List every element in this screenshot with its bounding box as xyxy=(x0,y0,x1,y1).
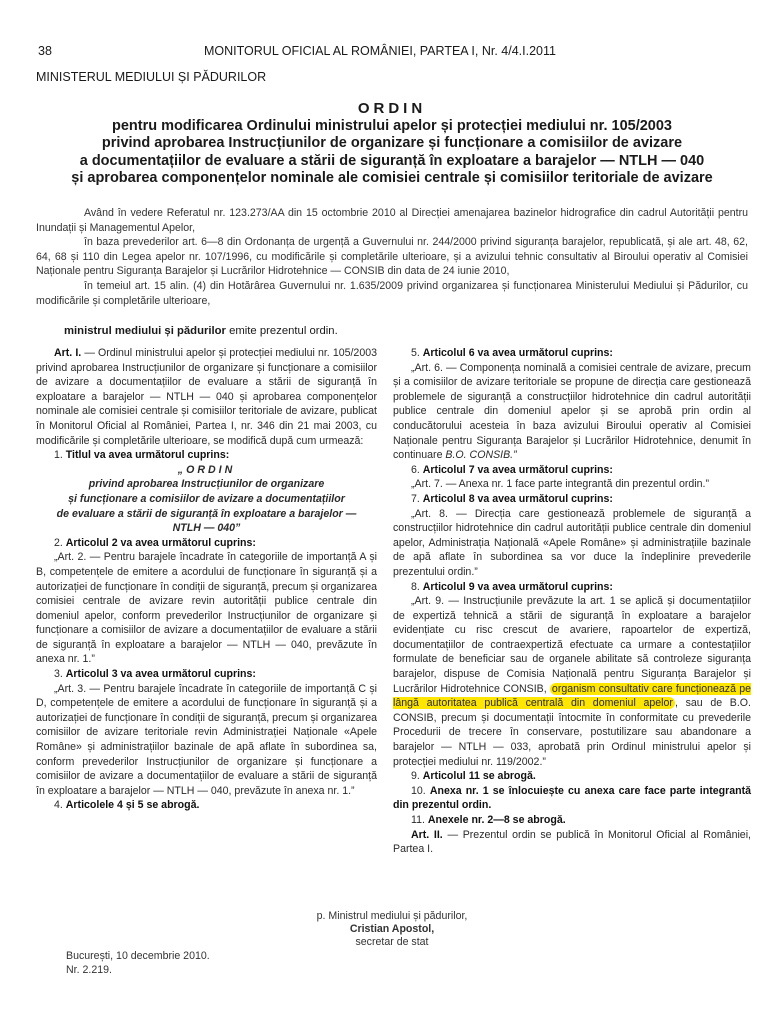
point-8-text: „Art. 9. — Instrucțiunile prevăzute la art. 1 se aplică și documentațiilor de expertiză tehnică a stării de siguranță în exploatare a barajelor evidențiate cu risc crescut de avariere, rapoartelor de expertiză, documentațiilor de contraexpertiză efectuate ca urmare a contestațiilor formulate de beneficiar sau de organele abilitate să controleze siguranța barajelor, dispuse de Comisia Națională pentru Siguranța Barajelor și Lucrărilor Hidrotehnice CONSIB, organism consultativ care funcționează pe lângă autoritatea publică centrală din domeniul apelor , sau de B.O. CONSIB, precum și documentații întocmite în conformitate cu prevederile Procedurii de trecere în conservare, postutilizare sau abandonare a barajelor — NTLH — 033, aprobată prin Ordinul ministrului apelor și protecției mediului nr. 119/2002.” xyxy=(393,595,751,768)
order-title-word: ORDIN xyxy=(357,100,427,117)
new-title-word: „ORDIN xyxy=(177,463,236,476)
point-3-heading: 3. Articolul 3 va avea următorul cuprins: xyxy=(54,668,256,681)
new-title-line: și funcționare a comisiilor de avizare a documentațiilor xyxy=(68,492,345,505)
page-header xyxy=(36,44,748,60)
point-2-text: „Art. 2. — Pentru barajele încadrate în categoriile de importanță A și B, competențele de emitere a acordului de funcționare în siguranță și a autorizației de funcționare în condiții de siguranță, precum și organizarea comisiei centrale de avizare revin autorității publice centrale din domeniul apelor, conform prevederilor Instrucțiunilor de organizare și funcționare a comisiilor de avizare a documentațiilor de evaluare a stării de siguranță în exploatare a barajelor — NTLH — 040, prevăzute în anexa nr. 1.” xyxy=(36,551,377,666)
preamble-paragraph: în baza prevederilor art. 6—8 din Ordonanța de urgență a Guvernului nr. 244/2000 privind siguranța barajelor, republicată, și ale art. 48, 62, 64, 68 și 110 din Legea apelor nr. 107/1996, cu modificările și completările ulterioare, și a avizului tehnic consultativ al Biroului operativ al Comisiei Naționale pentru Siguranța Barajelor și Lucrărilor Hidrotehnice — CONSIB din data de 24 iunie 2010, xyxy=(36,236,748,278)
point-7-heading: 7. Articolul 8 va avea următorul cuprins: xyxy=(411,492,613,505)
new-title-line: privind aprobarea Instrucțiunilor de organizare xyxy=(88,478,325,491)
new-title-line: NTLH — 040” xyxy=(172,522,241,535)
point-10-heading: 10. Anexa nr. 1 se înlocuiește cu anexa care face parte integrantă din prezentul ordin. xyxy=(393,784,752,812)
signatory-name: Cristian Apostol, xyxy=(349,923,435,935)
point-6-text: „Art. 7. — Anexa nr. 1 face parte integrantă din prezentul ordin.” xyxy=(411,478,709,491)
right-column xyxy=(393,346,751,857)
signature-for: p. Ministrul mediului și pădurilor, xyxy=(316,910,468,922)
preamble-paragraph: în temeiul art. 15 alin. (4) din Hotărârea Guvernului nr. 1.635/2009 privind organizarea și funcționarea Ministerului Mediului și Pădurilor, cu modificările și completările ulterioare, xyxy=(36,279,748,307)
point-8-heading: 8. Articolul 9 va avea următorul cuprins: xyxy=(411,580,613,593)
preamble xyxy=(36,206,748,308)
article-1: Art. I. — Ordinul ministrului apelor și protecției mediului nr. 105/2003 privind aprobarea Instrucțiunilor de organizare și funcționare a comisiilor de avizare a documentațiilor de evaluare a stării de siguranță în exploatare a barajelor — NTLH — 040 și aprobarea componențelor nominale ale comisiei centrale și comisiilor teritoriale de avizare, publicat în Monitorul Oficial al României, Partea I, nr. 346 din 21 mai 2003, cu modificările și completările ulterioare, se modifică după cum urmează: xyxy=(36,347,378,447)
consib-abbreviation: B.O. CONSIB.” xyxy=(445,449,517,462)
page-number: 38 xyxy=(38,44,52,58)
publication-title: MONITORUL OFICIAL AL ROMÂNIEI, PARTEA I, Nr. 4/4.I.2011 xyxy=(204,44,556,58)
highlighted-text: organism consultativ care funcționează pe lângă autoritatea publică centrală din domeniul apelor xyxy=(393,682,751,710)
point-1-heading: 1. Titlul va avea următorul cuprins: xyxy=(54,449,230,462)
point-6-heading: 6. Articolul 7 va avea următorul cuprins: xyxy=(411,463,613,476)
point-5-text: „Art. 6. — Componența nominală a comisiei centrale de avizare, precum și a comisiilor de avizare teritoriale se propune de direcția care gestionează problemele de siguranță a construcțiilor hidrotehnice din cadrul autorității publice centrale din domeniul apelor și se aprobă prin ordin al conducătorului acesteia în baza avizului Biroului operativ al Comisiei Naționale pentru Siguranța Barajelor și Lucrărilor Hidrotehnice, denumit în continuare B.O. CONSIB.” xyxy=(393,361,751,462)
enacting-authority: ministrul mediului și pădurilor xyxy=(64,325,226,337)
signature-block xyxy=(36,910,748,949)
point-9-heading: 9. Articolul 11 se abrogă. xyxy=(411,770,536,783)
order-title-line: pentru modificarea Ordinului ministrului apelor și protecției mediului nr. 105/2003 xyxy=(112,117,672,134)
preamble-paragraph: Având în vedere Referatul nr. 123.273/AA din 15 octombrie 2010 al Direcției amenajarea bazinelor hidrografice din cadrul Autorității pentru Inundații și Managementul Apelor, xyxy=(36,207,748,234)
signatory-role: secretar de stat xyxy=(355,936,429,948)
order-number: Nr. 2.219. xyxy=(66,963,112,976)
order-title-line: și aprobarea componențelor nominale ale comisiei centrale și comisiilor teritoriale de avizare xyxy=(71,170,713,187)
point-7-text: „Art. 8. — Direcția care gestionează problemele de siguranță a construcțiilor hidrotehnice din cadrul autorității publice centrale din domeniul apelor, Administrația Națională «Apele Române» și administrațiile bazinale de apă aflate în subordinea sa vor duce la îndeplinire prevederile prezentului ordin.” xyxy=(393,507,751,578)
order-title-line: privind aprobarea Instrucțiunilor de organizare și funcționare a comisiilor de avizare xyxy=(101,135,683,152)
issuing-ministry: MINISTERUL MEDIULUI ȘI PĂDURILOR xyxy=(36,70,267,84)
point-3-text: „Art. 3. — Pentru barajele încadrate în categoriile de importanță C și D, competențele de emitere a acordului de funcționare în siguranță și a autorizației de funcționare în condiții de siguranță, precum și organizarea comisiilor de avizare teritoriale revin Administrației Naționale «Apele Române» și administrațiilor bazinale de apă aflate în subordinea sa, conform prevederilor Instrucțiunilor de organizare și funcționare a comisiilor de avizare a documentațiilor de evaluare a stării de siguranță în exploatare a barajelor — NTLH — 040, prevăzute în anexa nr. 1.” xyxy=(36,682,377,797)
enacting-text: emite prezentul ordin. xyxy=(225,325,338,337)
point-4-heading: 4. Articolele 4 și 5 se abrogă. xyxy=(54,799,200,812)
article-label: Art. II. xyxy=(411,828,443,841)
order-title xyxy=(36,100,748,188)
point-2-heading: 2. Articolul 2 va avea următorul cuprins: xyxy=(54,536,256,549)
order-title-line: a documentațiilor de evaluare a stării de siguranță în exploatare a barajelor — NTLH — 040 xyxy=(79,152,705,169)
article-label: Art. I. xyxy=(54,347,82,359)
place-and-date-block xyxy=(66,950,210,977)
point-11-heading: 11. Anexele nr. 2—8 se abrogă. xyxy=(411,814,566,826)
point-5-heading: 5. Articolul 6 va avea următorul cuprins: xyxy=(411,347,613,359)
article-2: Art. II. — Prezentul ordin se publică în Monitorul Oficial al României, Partea I. xyxy=(393,828,751,856)
enacting-clause xyxy=(64,325,338,337)
place-date: București, 10 decembrie 2010. xyxy=(66,950,210,962)
left-column xyxy=(36,346,377,813)
new-title-line: de evaluare a stării de siguranță în exploatare a barajelor — xyxy=(56,507,357,520)
